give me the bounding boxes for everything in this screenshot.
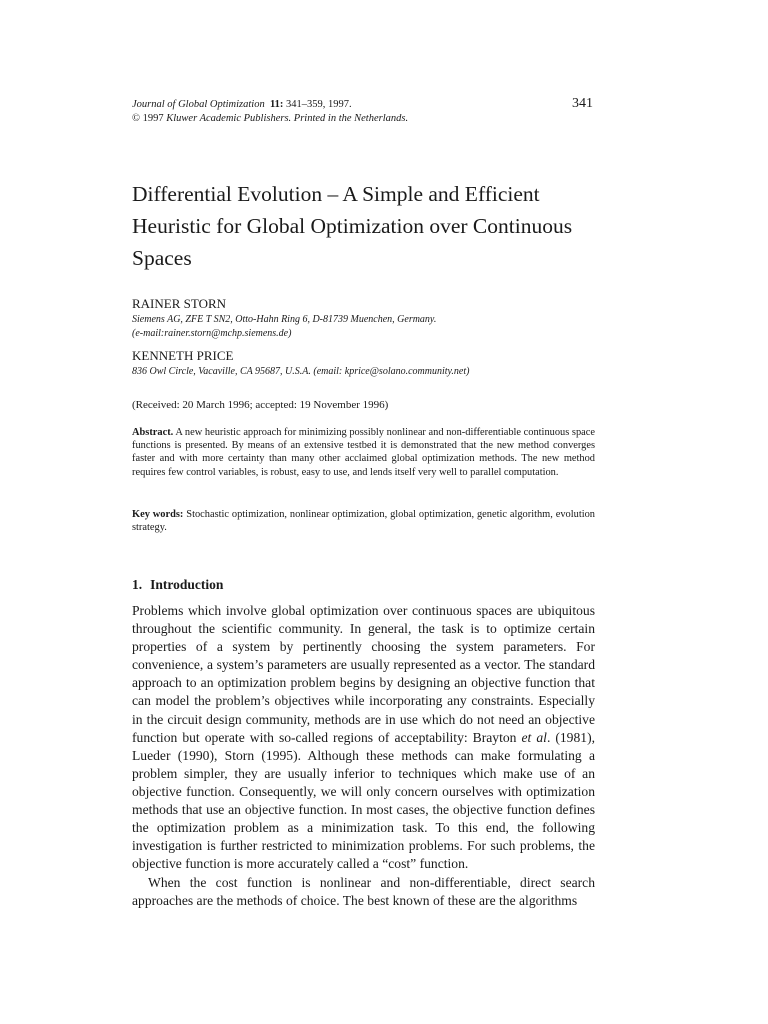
abstract-label: Abstract. bbox=[132, 427, 174, 438]
author-name: KENNETH PRICE bbox=[132, 348, 234, 363]
copyright-year: 1997 bbox=[142, 113, 164, 124]
author-affiliation: Siemens AG, ZFE T SN2, Otto-Hahn Ring 6, D-81739 Muenchen, Germany. bbox=[132, 314, 437, 325]
section-title: Introduction bbox=[150, 577, 224, 592]
section-number: 1. bbox=[132, 577, 143, 592]
journal-citation bbox=[132, 98, 352, 112]
body-paragraph: When the cost function is nonlinear and non-differentiable, direct search approaches are the methods of choice. The best known of these are the algorithms bbox=[132, 875, 595, 909]
keywords bbox=[132, 508, 595, 534]
et-al-text: et al bbox=[521, 729, 547, 745]
journal-name: Journal of Global Optimization bbox=[132, 99, 265, 110]
copyright-symbol: © bbox=[132, 113, 140, 124]
keywords-label: Key words: bbox=[132, 509, 184, 520]
paragraph-text-continued: . (1981), Lueder (1990), Storn (1995). Although these methods can make formulating a problem simpler, they are usually inferior to techniques which make use of an objective function. Consequently, we will only concern ourselves with optimization methods that use an objective function. In most cases, the objective function defines the optimization problem as a minimization task. To this end, the following investigation is further restricted to minimization problems. For such problems, the objective function is more accurately called a “cost” function. bbox=[132, 729, 596, 872]
received-dates: (Received: 20 March 1996; accepted: 19 November 1996) bbox=[132, 399, 389, 411]
copyright-notice bbox=[132, 112, 408, 126]
page-number: 341 bbox=[572, 96, 593, 111]
journal-pages-year: 341–359, 1997. bbox=[286, 99, 352, 110]
abstract bbox=[132, 426, 595, 479]
section-heading bbox=[132, 576, 223, 594]
body-paragraph bbox=[132, 602, 595, 873]
paper-title: Differential Evolution – A Simple and Efficient Heuristic for Global Optimization over Continuous Spaces bbox=[132, 182, 573, 270]
keywords-text: Stochastic optimization, nonlinear optimization, global optimization, genetic algorithm, evolution strategy. bbox=[132, 509, 595, 534]
publisher-line: Kluwer Academic Publishers. Printed in the Netherlands. bbox=[166, 113, 409, 124]
author-name: RAINER STORN bbox=[132, 296, 227, 311]
abstract-text: A new heuristic approach for minimizing possibly nonlinear and non-differentiable continuous space functions is presented. By means of an extensive testbed it is demonstrated that the new method converges faster and with more certainty than many other acclaimed global optimization methods. The new method requires few control variables, is robust, easy to use, and lends itself very well to parallel computation. bbox=[132, 427, 595, 478]
author-email: (e-mail:rainer.storn@mchp.siemens.de) bbox=[132, 328, 292, 339]
author-affiliation: 836 Owl Circle, Vacaville, CA 95687, U.S.A. (email: kprice@solano.community.net) bbox=[132, 366, 470, 377]
journal-volume: 11: bbox=[269, 99, 284, 110]
paragraph-text: Problems which involve global optimization over continuous spaces are ubiquitous throughout the scientific community. In general, the task is to optimize certain properties of a system by pertinently choosing the system parameters. For convenience, a system’s parameters are usually represented as a vector. The standard approach to an optimization problem begins by designing an objective function that can model the problem’s objectives while incorporating any constraints. Especially in the circuit design community, methods are in use which do not need an objective function but operate with so-called regions of acceptability: Brayton bbox=[132, 603, 595, 745]
